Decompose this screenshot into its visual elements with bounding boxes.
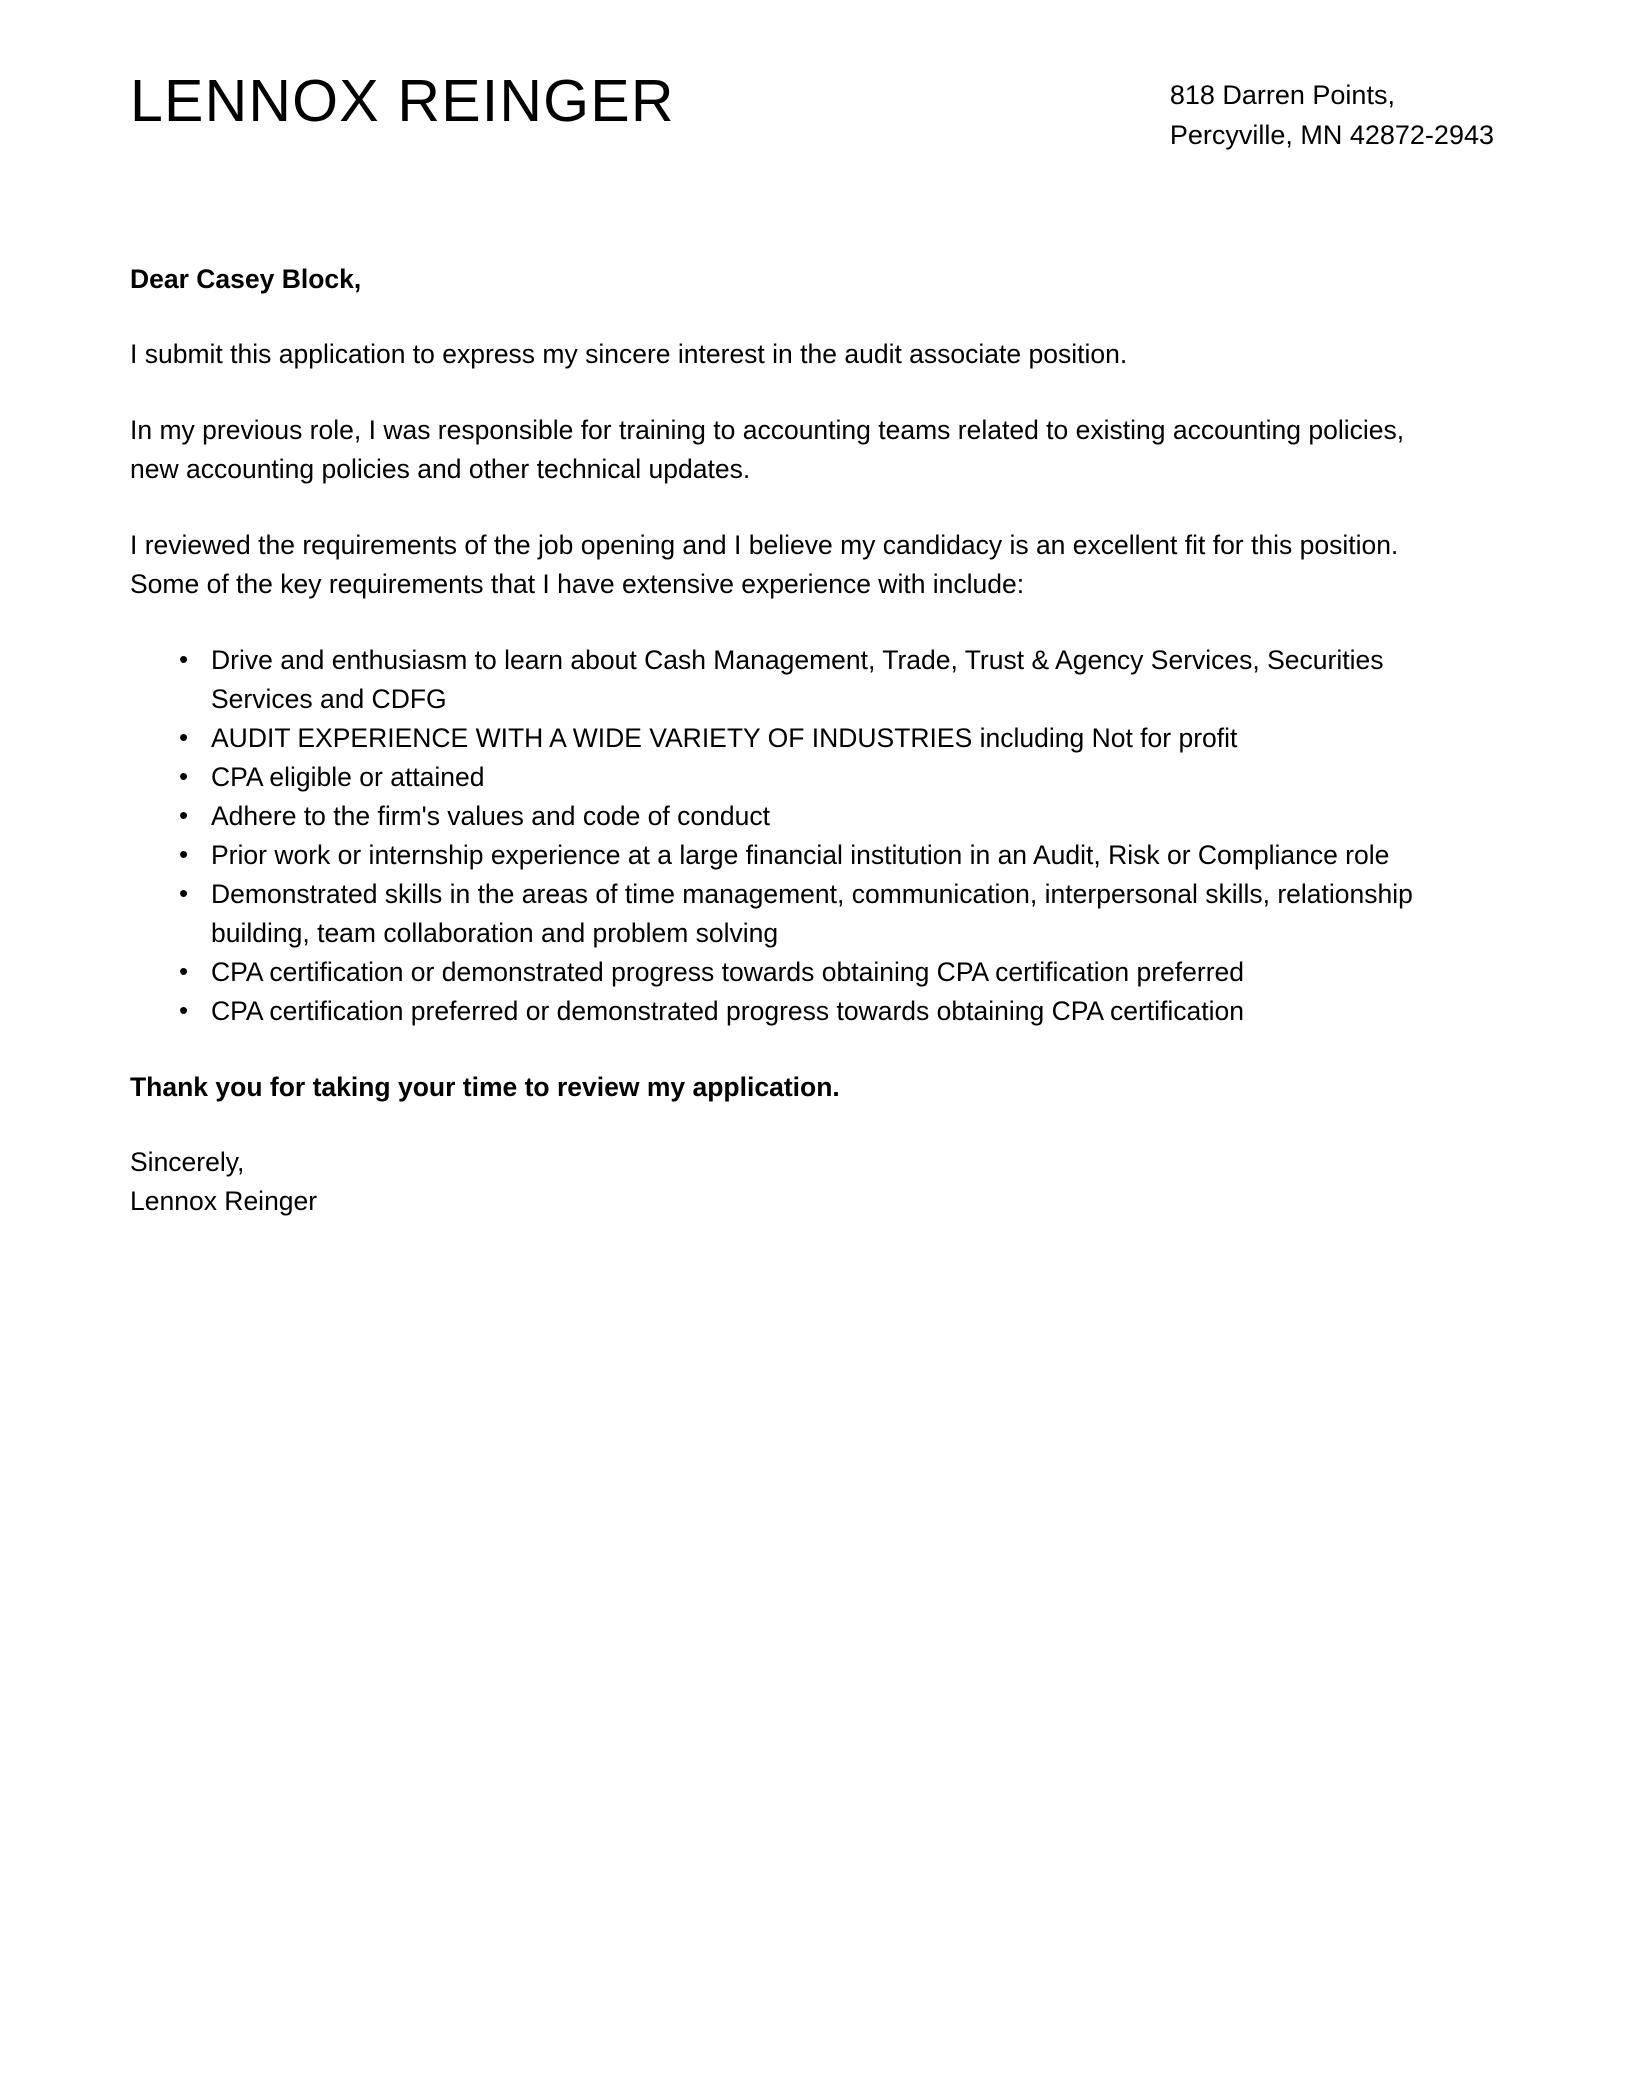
list-item: • Drive and enthusiasm to learn about Cash Management, Trade, Trust & Agency Services, Securities Services and CDFG: [179, 641, 1484, 719]
thank-you-line: Thank you for taking your time to review my application.: [130, 1071, 840, 1102]
requirements-list: [130, 641, 1484, 1031]
salutation: Dear Casey Block,: [130, 263, 362, 294]
list-item: • Adhere to the firm's values and code of conduct: [179, 797, 1484, 836]
address-line-1: 818 Darren Points,: [1169, 80, 1395, 110]
list-item: • Demonstrated skills in the areas of time management, communication, interpersonal skills, relationship building, team collaboration and problem solving: [179, 875, 1484, 953]
body-paragraph-2: In my previous role, I was responsible for training to accounting teams related to existing accounting policies, new accounting policies and other technical updates.: [130, 415, 1405, 485]
list-item: • CPA eligible or attained: [179, 758, 1484, 797]
letter-header: [130, 60, 1502, 156]
page-title: LENNOX REINGER: [130, 68, 675, 134]
sign-off-line: Sincerely,: [130, 1147, 245, 1178]
list-item: • CPA certification or demonstrated progress towards obtaining CPA certification preferred: [179, 953, 1484, 992]
list-item: • CPA certification preferred or demonstrated progress towards obtaining CPA certification: [179, 992, 1484, 1031]
letter-content: [130, 60, 1502, 1221]
list-item: • AUDIT EXPERIENCE WITH A WIDE VARIETY OF INDUSTRIES including Not for profit: [179, 719, 1484, 758]
address-line-2: Percyville, MN 42872-2943: [1169, 119, 1494, 150]
signature-name: Lennox Reinger: [130, 1186, 318, 1216]
list-item: • Prior work or internship experience at a large financial institution in an Audit, Risk or Compliance role: [179, 836, 1484, 875]
sender-address-block: [1170, 60, 1502, 156]
body-paragraph-1: I submit this application to express my sincere interest in the audit associate position.: [130, 339, 1128, 370]
body-paragraph-3: I reviewed the requirements of the job opening and I believe my candidacy is an excellent fit for this position. Some of the key requirements that I have extensive experience with include:: [130, 530, 1399, 600]
signature-block: [130, 1143, 1502, 1221]
